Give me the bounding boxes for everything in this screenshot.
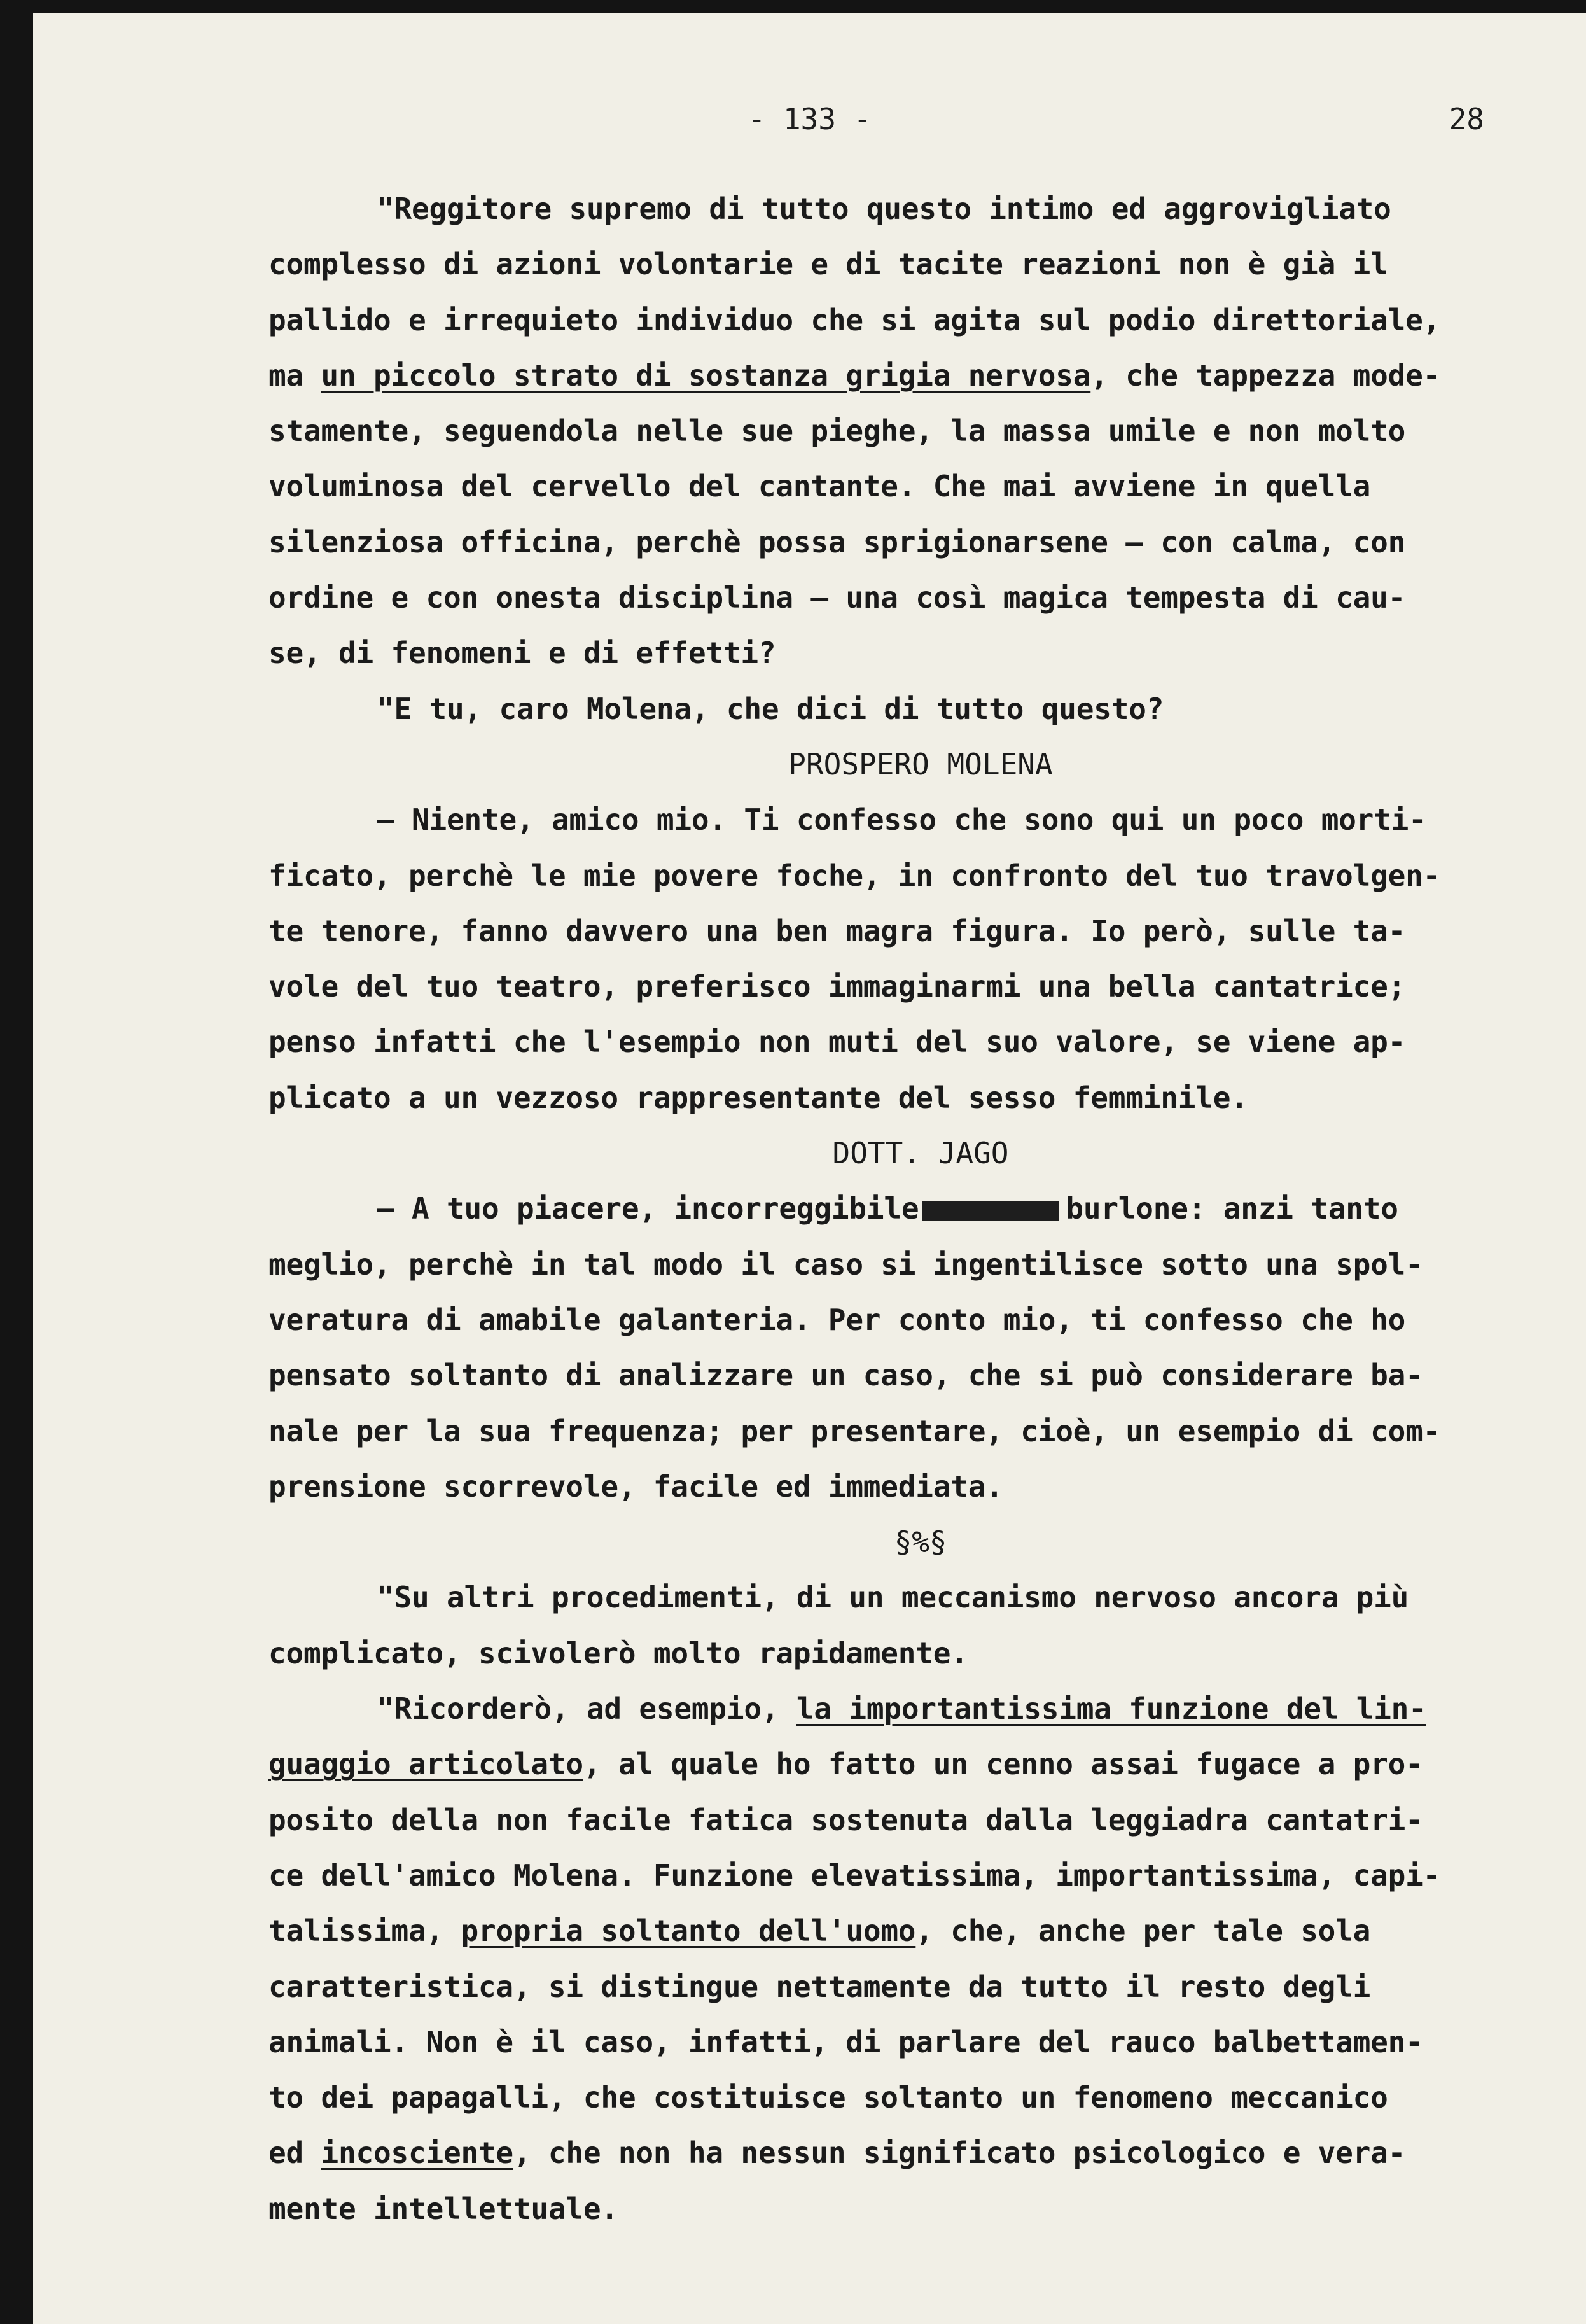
text-line bbox=[268, 1903, 1573, 1959]
text-span: talissima, bbox=[268, 1914, 461, 1949]
text-line: ficato, perchè le mie povere foche, in confronto del tuo travolgen- bbox=[268, 858, 1441, 893]
text-span: "Ricorderò, ad esempio, bbox=[377, 1691, 796, 1726]
speaker-heading: DOTT. JAGO bbox=[832, 1136, 1009, 1171]
speaker-heading: PROSPERO MOLENA bbox=[788, 746, 1053, 781]
text-line: te tenore, fanno davvero una ben magra figura. Io però, sulle ta- bbox=[268, 913, 1406, 948]
text-line: — Niente, amico mio. Ti confesso che sono qui un poco morti- bbox=[377, 802, 1426, 837]
text-line: posito della non facile fatica sostenuta dalla leggiadra cantatri- bbox=[268, 1802, 1423, 1837]
section-separator: §%§ bbox=[894, 1525, 947, 1560]
text-line: to dei papagalli, che costituisce soltanto un fenomeno meccanico bbox=[268, 2080, 1388, 2115]
text-line: caratteristica, si distingue nettamente da tutto il resto degli bbox=[268, 1969, 1371, 2004]
text-line: voluminosa del cervello del cantante. Che mai avviene in quella bbox=[268, 469, 1371, 504]
text-span: ed bbox=[268, 2136, 321, 2171]
text-span: , che, anche per tale sola bbox=[915, 1914, 1371, 1949]
text-line: nale per la sua frequenza; per presentare, cioè, un esempio di com- bbox=[268, 1413, 1441, 1448]
text-span: ma bbox=[268, 358, 321, 393]
text-line: "Su altri procedimenti, di un meccanismo nervoso ancora più bbox=[377, 1580, 1409, 1615]
text-line: plicato a un vezzoso rappresentante del sesso femminile. bbox=[268, 1080, 1248, 1115]
text-line: "E tu, caro Molena, che dici di tutto questo? bbox=[377, 691, 1164, 726]
underlined-phrase: propria soltanto dell'uomo bbox=[461, 1914, 916, 1949]
body-text bbox=[268, 181, 1573, 2237]
text-line bbox=[268, 2125, 1573, 2181]
typewritten-page bbox=[33, 13, 1586, 2324]
page-number-right: 28 bbox=[1449, 102, 1484, 136]
text-line: silenziosa officina, perchè possa sprigionarsene — con calma, con bbox=[268, 524, 1406, 559]
underlined-phrase: incosciente bbox=[321, 2136, 513, 2171]
text-line: complicato, scivolerò molto rapidamente. bbox=[268, 1635, 968, 1670]
underlined-phrase: la importantissima funzione del lin- bbox=[796, 1691, 1426, 1726]
redaction-mark bbox=[922, 1201, 1059, 1221]
text-span: , al quale ho fatto un cenno assai fugace a pro- bbox=[583, 1747, 1423, 1782]
text-line: mente intellettuale. bbox=[268, 2191, 618, 2226]
text-line: vole del tuo teatro, preferisco immaginarmi una bella cantatrice; bbox=[268, 969, 1406, 1004]
text-span: , che tappezza mode- bbox=[1090, 358, 1441, 393]
text-line: animali. Non è il caso, infatti, di parlare del rauco balbettamen- bbox=[268, 2024, 1423, 2059]
text-line bbox=[268, 1181, 1573, 1236]
text-line: pensato soltanto di analizzare un caso, che si può considerare ba- bbox=[268, 1358, 1423, 1393]
text-line: "Reggitore supremo di tutto questo intimo ed aggrovigliato bbox=[377, 192, 1391, 226]
text-line: veratura di amabile galanteria. Per conto mio, ti confesso che ho bbox=[268, 1302, 1406, 1337]
underlined-phrase: guaggio articolato bbox=[268, 1747, 583, 1782]
text-line: meglio, perchè in tal modo il caso si ingentilisce sotto una spol- bbox=[268, 1247, 1423, 1282]
text-line: complesso di azioni volontarie e di tacite reazioni non è già il bbox=[268, 247, 1388, 282]
text-line bbox=[268, 1737, 1573, 1792]
text-line bbox=[268, 348, 1573, 403]
page-header bbox=[33, 102, 1586, 153]
text-line bbox=[268, 1681, 1573, 1737]
text-line: penso infatti che l'esempio non muti del suo valore, se viene ap- bbox=[268, 1025, 1406, 1060]
text-line: ordine e con onesta disciplina — una così magica tempesta di cau- bbox=[268, 580, 1406, 615]
underlined-phrase: un piccolo strato di sostanza grigia nervosa bbox=[321, 358, 1091, 393]
text-line: se, di fenomeni e di effetti? bbox=[268, 636, 776, 671]
text-span: — A tuo piacere, incorreggibile bbox=[377, 1191, 919, 1226]
text-line: prensione scorrevole, facile ed immediata. bbox=[268, 1469, 1003, 1504]
text-line: ce dell'amico Molena. Funzione elevatissima, importantissima, capi- bbox=[268, 1858, 1441, 1893]
text-span: burlone: anzi tanto bbox=[1066, 1191, 1398, 1226]
text-line: pallido e irrequieto individuo che si agita sul podio direttoriale, bbox=[268, 302, 1441, 337]
text-span: , che non ha nessun significato psicologico e vera- bbox=[513, 2136, 1406, 2171]
text-line: stamente, seguendola nelle sue pieghe, la massa umile e non molto bbox=[268, 414, 1406, 449]
page-number-center: - 133 - bbox=[748, 102, 872, 136]
